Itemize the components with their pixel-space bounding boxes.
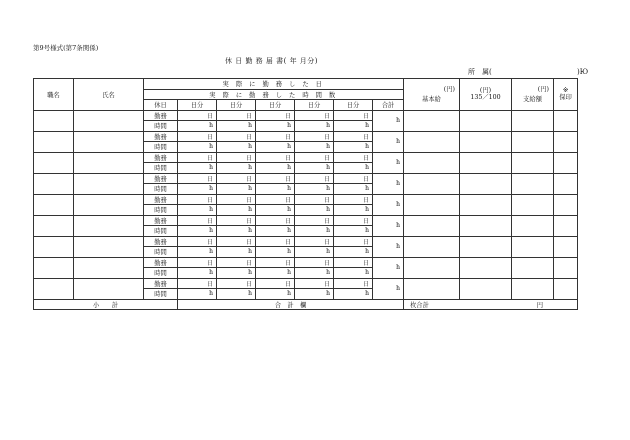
rate-cell[interactable] [460, 131, 512, 152]
work-day-cell[interactable]: 日 [256, 131, 295, 142]
total-hours-cell[interactable]: h [373, 110, 404, 131]
work-row-label: 勤務 [144, 215, 178, 226]
subtotal-label: 小 計 [34, 299, 178, 310]
hours-cell[interactable]: h [334, 142, 373, 153]
payment-cell[interactable] [512, 236, 554, 257]
days-group-header: 実 際 に 勤 務 し た 日 [144, 79, 404, 90]
total-hours-cell[interactable]: h [373, 257, 404, 278]
payment-cell[interactable] [512, 110, 554, 131]
hours-cell[interactable]: h [295, 226, 334, 237]
work-day-cell[interactable]: 日 [334, 131, 373, 142]
work-day-cell[interactable]: 日 [256, 152, 295, 163]
payment-cell[interactable] [512, 131, 554, 152]
total-hours-cell[interactable]: h [373, 131, 404, 152]
hours-row-label: 時間 [144, 226, 178, 237]
form-number-label: 第9号様式(第7条関係) [33, 44, 99, 52]
hours-row-label: 時間 [144, 184, 178, 195]
work-day-cell[interactable]: 日 [217, 257, 256, 268]
rate-unit: (円) [479, 86, 492, 94]
work-day-cell[interactable]: 日 [256, 215, 295, 226]
work-day-cell[interactable]: 日 [295, 236, 334, 247]
role-cell[interactable] [34, 131, 74, 152]
name-cell[interactable] [74, 236, 144, 257]
work-day-cell[interactable]: 日 [295, 110, 334, 121]
base-pay-cell[interactable] [404, 194, 460, 215]
payment-cell[interactable] [512, 173, 554, 194]
work-day-cell[interactable]: 日 [295, 131, 334, 142]
hours-cell[interactable]: h [295, 268, 334, 279]
employee-work-row [34, 173, 578, 184]
work-day-cell[interactable]: 日 [334, 152, 373, 163]
hours-group-header: 実 際 に 勤 務 し た 時 間 数 [144, 89, 404, 100]
day-col-header: 日分 [334, 100, 373, 111]
hours-cell[interactable]: h [256, 268, 295, 279]
payment-cell[interactable] [512, 152, 554, 173]
hours-cell[interactable]: h [256, 142, 295, 153]
hours-cell[interactable]: h [295, 163, 334, 174]
yen-label: 円 [536, 301, 543, 309]
work-day-cell[interactable]: 日 [334, 110, 373, 121]
work-day-cell[interactable]: 日 [178, 173, 217, 184]
role-header: 職名 [34, 79, 74, 111]
work-row-label: 勤務 [144, 110, 178, 121]
hours-cell[interactable]: h [295, 247, 334, 258]
work-row-label: 勤務 [144, 278, 178, 289]
hours-cell[interactable]: h [178, 268, 217, 279]
payment-cell[interactable] [512, 194, 554, 215]
hours-cell[interactable]: h [334, 163, 373, 174]
name-cell[interactable] [74, 110, 144, 131]
hours-cell[interactable]: h [178, 289, 217, 300]
hours-cell[interactable]: h [217, 163, 256, 174]
day-col-header: 日分 [178, 100, 217, 111]
work-day-cell[interactable]: 日 [256, 236, 295, 247]
work-day-cell[interactable]: 日 [178, 194, 217, 205]
rate-cell[interactable] [460, 215, 512, 236]
role-cell[interactable] [34, 257, 74, 278]
rate-cell[interactable] [460, 194, 512, 215]
role-cell[interactable] [34, 236, 74, 257]
work-day-cell[interactable]: 日 [256, 278, 295, 289]
header-row-1 [34, 79, 578, 90]
hours-cell[interactable]: h [256, 289, 295, 300]
rate-label: 135／100 [470, 94, 501, 102]
seal-cell[interactable] [554, 110, 578, 131]
payment-label: 支給額 [523, 95, 542, 103]
total-hours-cell[interactable]: h [373, 173, 404, 194]
payment-cell[interactable] [512, 215, 554, 236]
department-label: 所 属( [468, 68, 492, 76]
role-cell[interactable] [34, 215, 74, 236]
hours-cell[interactable]: h [295, 121, 334, 132]
hours-cell[interactable]: h [217, 142, 256, 153]
base-pay-cell[interactable] [404, 110, 460, 131]
base-pay-cell[interactable] [404, 236, 460, 257]
payment-header [512, 79, 554, 111]
name-cell[interactable] [74, 278, 144, 299]
hours-cell[interactable]: h [178, 163, 217, 174]
hours-cell[interactable]: h [178, 142, 217, 153]
work-day-cell[interactable]: 日 [178, 236, 217, 247]
hours-cell[interactable]: h [295, 205, 334, 216]
hours-cell[interactable]: h [178, 226, 217, 237]
work-day-cell[interactable]: 日 [217, 110, 256, 121]
hours-cell[interactable]: h [334, 205, 373, 216]
rate-cell[interactable] [460, 173, 512, 194]
sum-column-label: 合 計 欄 [178, 299, 404, 310]
seal-cell[interactable] [554, 173, 578, 194]
footer-row [34, 299, 578, 310]
seal-cell[interactable] [554, 236, 578, 257]
work-day-cell[interactable]: 日 [334, 278, 373, 289]
day-col-header: 日分 [295, 100, 334, 111]
work-row-label: 勤務 [144, 173, 178, 184]
hours-cell[interactable]: h [334, 289, 373, 300]
hours-cell[interactable]: h [334, 184, 373, 195]
work-day-cell[interactable]: 日 [295, 173, 334, 184]
work-day-cell[interactable]: 日 [217, 194, 256, 205]
hours-cell[interactable]: h [217, 268, 256, 279]
hours-row-label: 時間 [144, 121, 178, 132]
work-day-cell[interactable]: 日 [295, 278, 334, 289]
name-cell[interactable] [74, 131, 144, 152]
hours-cell[interactable]: h [256, 184, 295, 195]
seal-label: 保印 [559, 94, 572, 102]
base-pay-label: 基本給 [422, 95, 441, 103]
work-row-label: 勤務 [144, 194, 178, 205]
work-day-cell[interactable]: 日 [256, 194, 295, 205]
rate-header [460, 79, 512, 111]
work-day-cell[interactable]: 日 [178, 257, 217, 268]
seal-header [554, 79, 578, 111]
hours-cell[interactable]: h [295, 184, 334, 195]
work-day-cell[interactable]: 日 [334, 236, 373, 247]
work-day-cell[interactable]: 日 [217, 152, 256, 163]
role-cell[interactable] [34, 110, 74, 131]
seal-cell[interactable] [554, 257, 578, 278]
hours-row-label: 時間 [144, 163, 178, 174]
name-cell[interactable] [74, 152, 144, 173]
work-day-cell[interactable]: 日 [217, 173, 256, 184]
work-day-cell[interactable]: 日 [295, 257, 334, 268]
employee-work-row [34, 278, 578, 289]
seal-cell[interactable] [554, 152, 578, 173]
hours-cell[interactable]: h [334, 268, 373, 279]
rate-cell[interactable] [460, 152, 512, 173]
hours-cell[interactable]: h [217, 289, 256, 300]
seal-cell[interactable] [554, 278, 578, 299]
name-cell[interactable] [74, 215, 144, 236]
hours-cell[interactable]: h [256, 226, 295, 237]
hours-cell[interactable]: h [217, 205, 256, 216]
hours-cell[interactable]: h [178, 121, 217, 132]
hours-row-label: 時間 [144, 247, 178, 258]
role-cell[interactable] [34, 194, 74, 215]
work-day-cell[interactable]: 日 [178, 215, 217, 226]
work-day-cell[interactable]: 日 [217, 278, 256, 289]
work-day-cell[interactable]: 日 [178, 152, 217, 163]
base-pay-cell[interactable] [404, 152, 460, 173]
work-day-cell[interactable]: 日 [217, 215, 256, 226]
sheet-total-cell[interactable] [404, 299, 578, 310]
hours-cell[interactable]: h [217, 226, 256, 237]
work-day-cell[interactable]: 日 [178, 131, 217, 142]
hours-row-label: 時間 [144, 268, 178, 279]
work-day-cell[interactable]: 日 [217, 236, 256, 247]
hours-row-label: 時間 [144, 205, 178, 216]
seal-mark: ※ [562, 86, 569, 94]
total-hours-cell[interactable]: h [373, 194, 404, 215]
total-hours-cell[interactable]: h [373, 278, 404, 299]
document-title: 休 日 勤 務 届 書( 年 月分) [225, 57, 319, 65]
employee-work-row [34, 194, 578, 205]
hours-cell[interactable]: h [217, 184, 256, 195]
hours-cell[interactable]: h [256, 163, 295, 174]
base-pay-cell[interactable] [404, 215, 460, 236]
department-suffix: )Ю [577, 68, 589, 76]
name-cell[interactable] [74, 257, 144, 278]
payment-unit: (円) [537, 85, 549, 93]
name-header: 氏名 [74, 79, 144, 111]
base-pay-cell[interactable] [404, 173, 460, 194]
work-row-label: 勤務 [144, 152, 178, 163]
hours-cell[interactable]: h [295, 142, 334, 153]
hours-cell[interactable]: h [256, 121, 295, 132]
hours-cell[interactable]: h [334, 121, 373, 132]
work-day-cell[interactable]: 日 [295, 194, 334, 205]
employee-work-row [34, 131, 578, 142]
employee-work-row [34, 110, 578, 121]
work-day-cell[interactable]: 日 [256, 173, 295, 184]
holiday-work-table [33, 78, 578, 310]
day-col-header: 日分 [217, 100, 256, 111]
base-pay-header [404, 79, 460, 111]
seal-cell[interactable] [554, 194, 578, 215]
work-day-cell[interactable]: 日 [178, 278, 217, 289]
hours-cell[interactable]: h [256, 205, 295, 216]
sheet-total-label: 枚合計 [410, 301, 429, 309]
hours-cell[interactable]: h [178, 184, 217, 195]
rate-cell[interactable] [460, 110, 512, 131]
work-day-cell[interactable]: 日 [256, 110, 295, 121]
hours-row-label: 時間 [144, 142, 178, 153]
hours-cell[interactable]: h [334, 247, 373, 258]
payment-cell[interactable] [512, 278, 554, 299]
role-cell[interactable] [34, 278, 74, 299]
work-row-label: 勤務 [144, 257, 178, 268]
day-col-header: 日分 [256, 100, 295, 111]
hours-cell[interactable]: h [295, 289, 334, 300]
work-day-cell[interactable]: 日 [178, 110, 217, 121]
total-hours-cell[interactable]: h [373, 236, 404, 257]
seal-cell[interactable] [554, 131, 578, 152]
name-cell[interactable] [74, 194, 144, 215]
employee-work-row [34, 236, 578, 247]
work-day-cell[interactable]: 日 [217, 131, 256, 142]
rate-cell[interactable] [460, 257, 512, 278]
work-day-cell[interactable]: 日 [334, 257, 373, 268]
hours-cell[interactable]: h [178, 247, 217, 258]
total-header: 合計 [373, 100, 404, 111]
work-row-label: 勤務 [144, 131, 178, 142]
role-cell[interactable] [34, 173, 74, 194]
name-cell[interactable] [74, 173, 144, 194]
work-day-cell[interactable]: 日 [334, 173, 373, 184]
hours-row-label: 時間 [144, 289, 178, 300]
total-hours-cell[interactable]: h [373, 152, 404, 173]
work-day-cell[interactable]: 日 [334, 194, 373, 205]
role-cell[interactable] [34, 152, 74, 173]
base-pay-cell[interactable] [404, 257, 460, 278]
work-day-cell[interactable]: 日 [334, 215, 373, 226]
rate-cell[interactable] [460, 278, 512, 299]
base-pay-unit: (円) [443, 85, 455, 93]
employee-work-row [34, 215, 578, 226]
hours-cell[interactable]: h [217, 121, 256, 132]
hours-cell[interactable]: h [334, 226, 373, 237]
work-day-cell[interactable]: 日 [295, 152, 334, 163]
total-hours-cell[interactable]: h [373, 215, 404, 236]
base-pay-cell[interactable] [404, 278, 460, 299]
rate-cell[interactable] [460, 236, 512, 257]
employee-work-row [34, 257, 578, 268]
work-day-cell[interactable]: 日 [295, 215, 334, 226]
employee-work-row [34, 152, 578, 163]
work-day-cell[interactable]: 日 [256, 257, 295, 268]
work-row-label: 勤務 [144, 236, 178, 247]
hours-cell[interactable]: h [217, 247, 256, 258]
payment-cell[interactable] [512, 257, 554, 278]
hours-cell[interactable]: h [178, 205, 217, 216]
holiday-header: 休日 [144, 100, 178, 111]
base-pay-cell[interactable] [404, 131, 460, 152]
hours-cell[interactable]: h [256, 247, 295, 258]
seal-cell[interactable] [554, 215, 578, 236]
